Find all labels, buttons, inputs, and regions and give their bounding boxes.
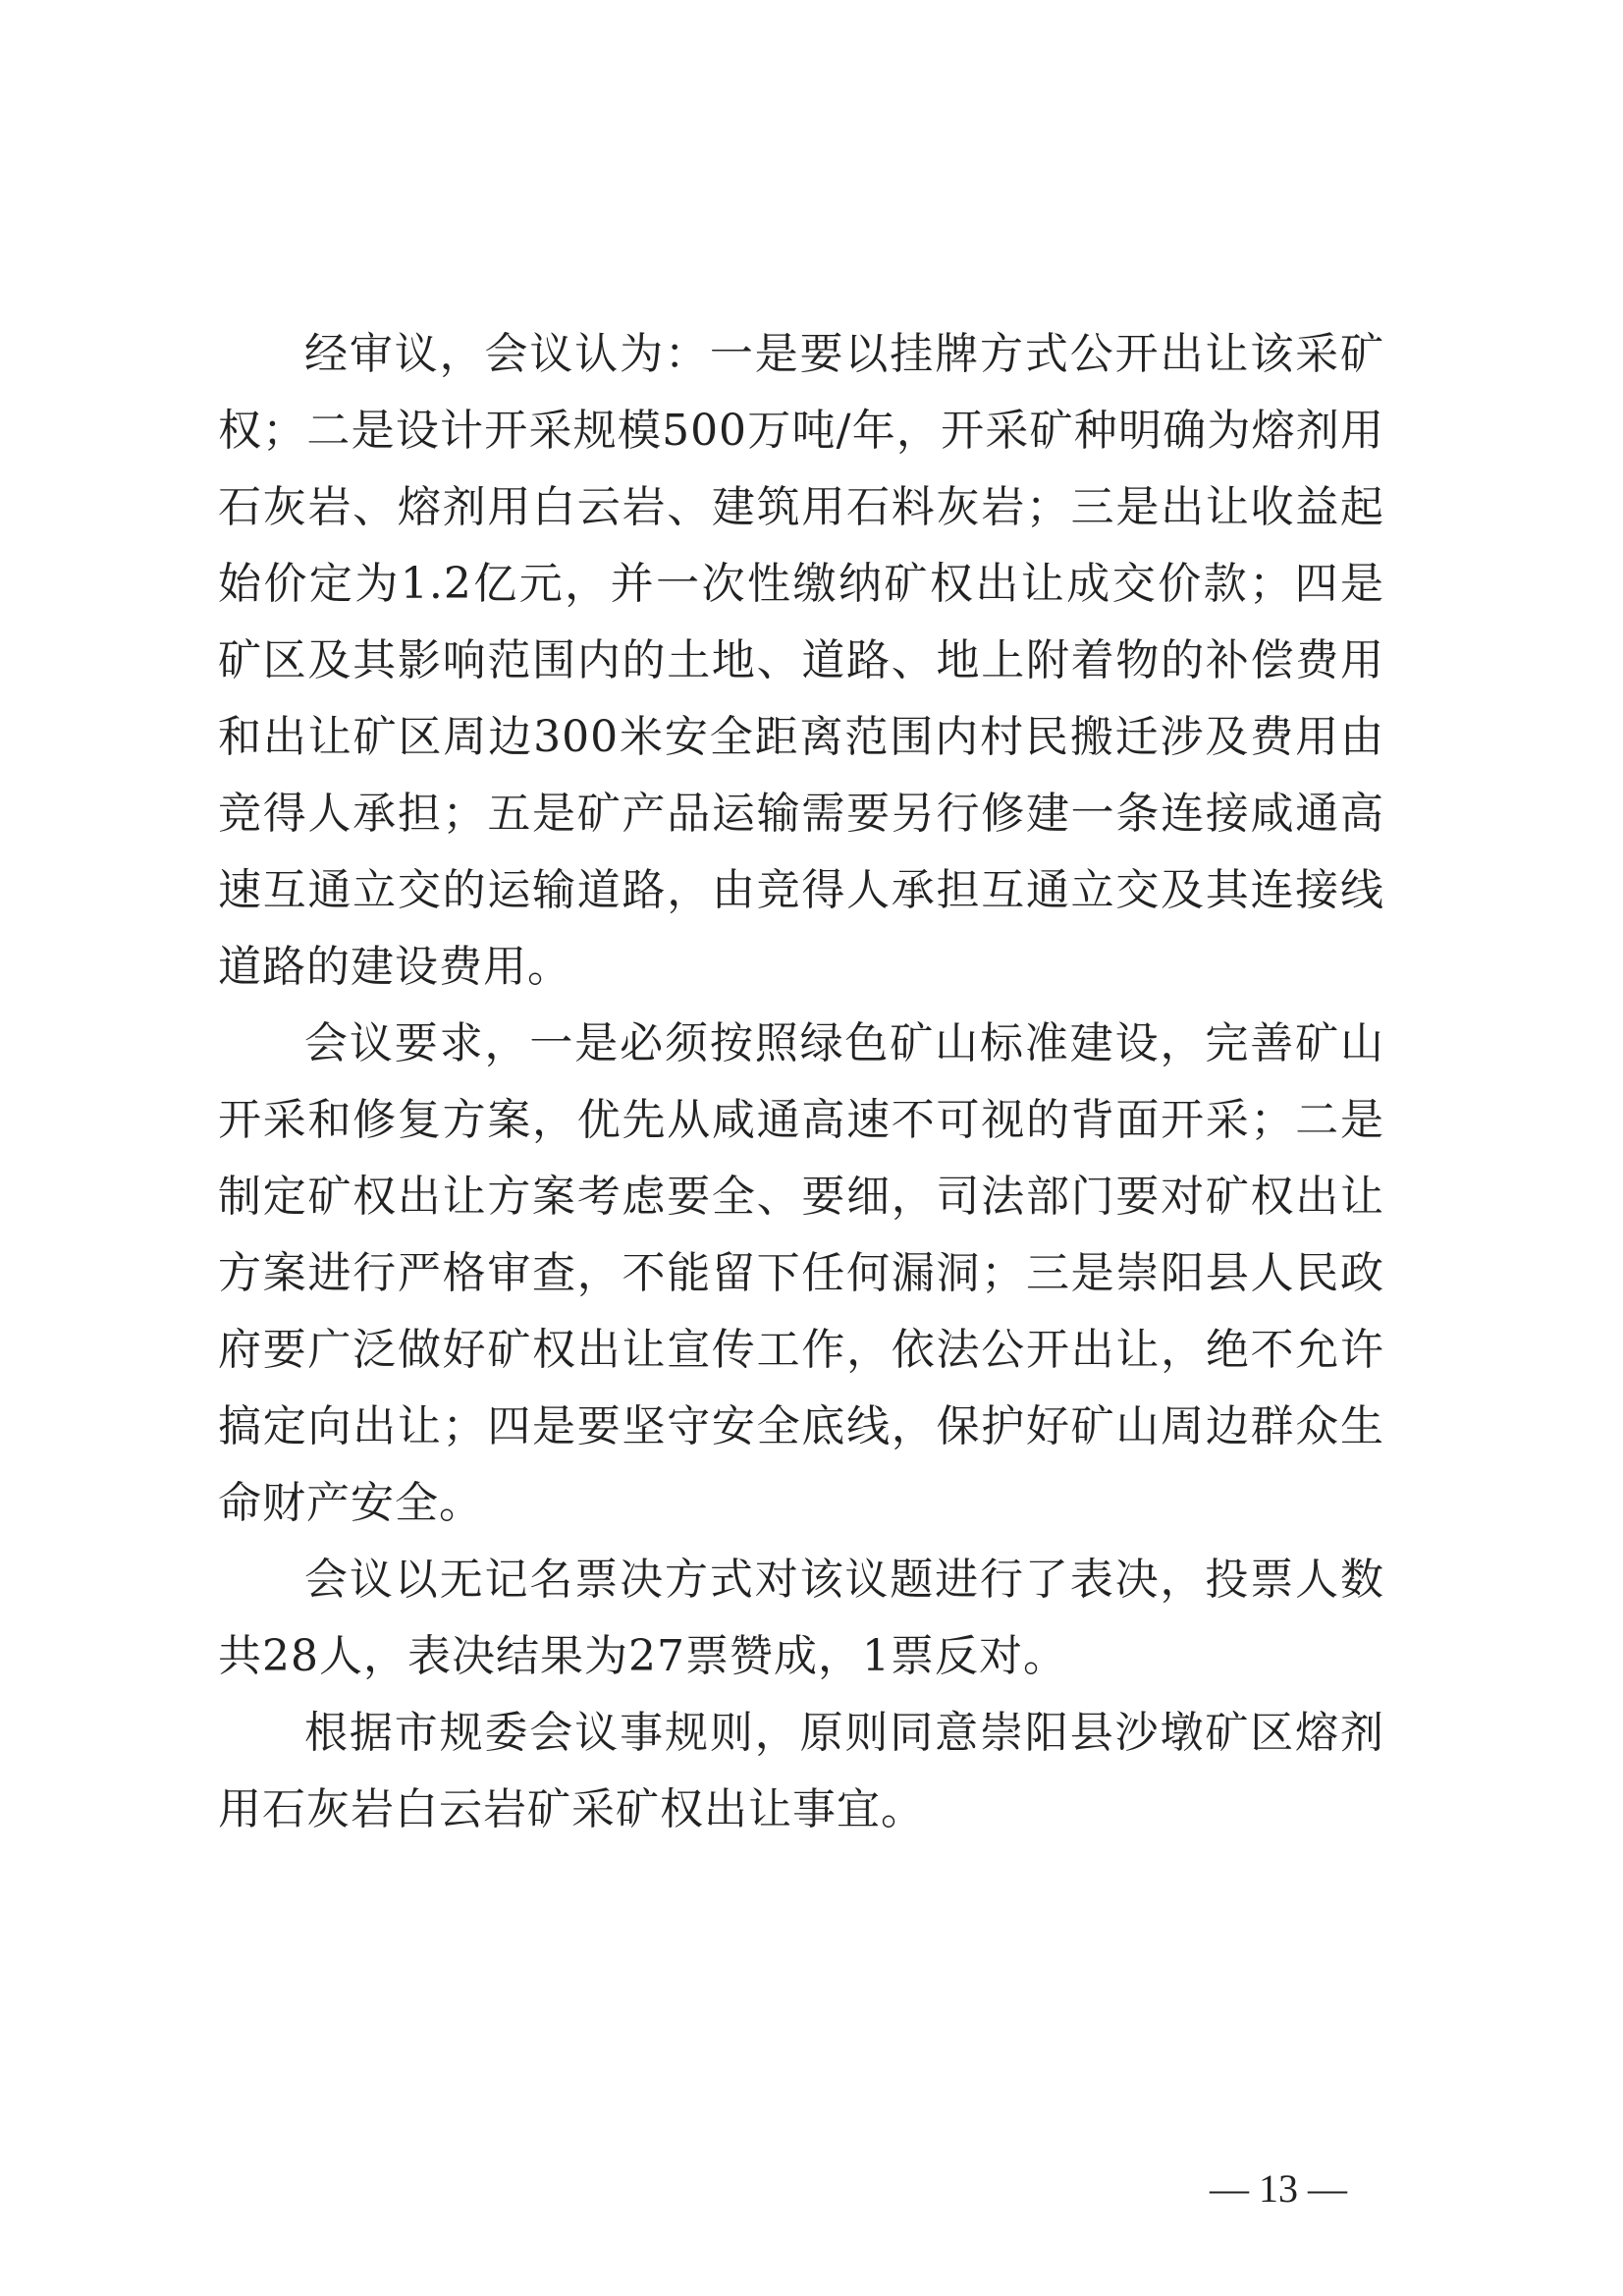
- paragraph-final-decision: 根据市规委会议事规则，原则同意崇阳县沙墩矿区熔剂用石灰岩白云岩矿采矿权出让事宜。: [218, 1708, 1384, 1834]
- document-body: [218, 316, 1384, 1848]
- page-number: — 13 —: [1210, 2166, 1347, 2211]
- paragraph-meeting-requirements: 会议要求，一是必须按照绿色矿山标准建设，完善矿山开采和修复方案，优先从咸通高速不可视的背面开采；二是制定矿权出让方案考虑要全、要细，司法部门要对矿权出让方案进行严格审查，不能留下任何漏洞；三是崇阳县人民政府要广泛做好矿权出让宣传工作，依法公开出让，绝不允许搞定向出让；四是要坚守安全底线，保护好矿山周边群众生命财产安全。: [218, 1018, 1384, 1528]
- paragraph-review-conclusion: 经审议，会议认为：一是要以挂牌方式公开出让该采矿权；二是设计开采规模500万吨/年，开采矿种明确为熔剂用石灰岩、熔剂用白云岩、建筑用石料灰岩；三是出让收益起始价定为1.2亿元，并一次性缴纳矿权出让成交价款；四是矿区及其影响范围内的土地、道路、地上附着物的补偿费用和出让矿区周边300米安全距离范围内村民搬迁涉及费用由竞得人承担；五是矿产品运输需要另行修建一条连接咸通高速互通立交的运输道路，由竞得人承担互通立交及其连接线道路的建设费用。: [218, 329, 1384, 992]
- paragraph-vote-result: 会议以无记名票决方式对该议题进行了表决，投票人数共28人，表决结果为27票赞成，1票反对。: [218, 1555, 1384, 1681]
